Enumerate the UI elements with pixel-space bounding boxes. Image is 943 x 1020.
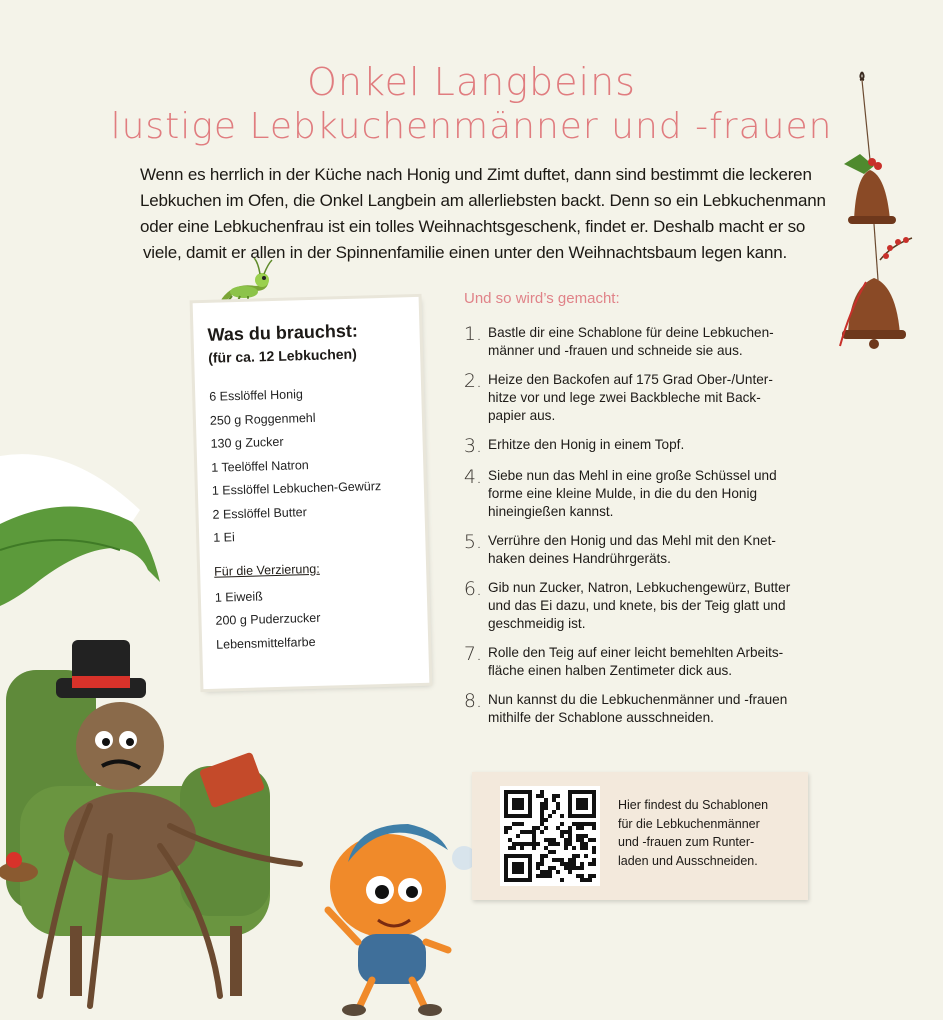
step-item [458, 436, 818, 456]
step-text-line: Siebe nun das Mehl in eine große Schüssel und [488, 468, 777, 483]
spider-in-armchair-illustration [0, 636, 310, 1020]
qr-code-icon [504, 790, 596, 882]
step-text-line: Gib nun Zucker, Natron, Lebkuchengewürz, Butter [488, 580, 791, 595]
step-number: 3. [463, 435, 483, 457]
step-number: 7. [463, 643, 483, 665]
step-text-line: hitze vor und lege zwei Backbleche mit Back- [488, 390, 761, 405]
ingredient-item: 1 Esslöffel Lebkuchen-Gewürz [211, 479, 382, 498]
qr-code-box [472, 772, 808, 900]
step-item [458, 324, 818, 360]
step-item [458, 579, 818, 633]
qr-description [618, 796, 768, 870]
ingredient-item: 130 g Zucker [210, 434, 284, 451]
step-item [458, 532, 818, 568]
steps-heading: Und so wird’s gemacht: [464, 290, 620, 307]
qr-description-line: laden und Ausschneiden. [618, 853, 758, 868]
ingredient-item: 2 Esslöffel Butter [212, 504, 307, 522]
ingredients-card [193, 297, 430, 689]
step-number: 5. [463, 531, 483, 553]
step-text [488, 324, 774, 360]
little-orange-spider-illustration [318, 810, 478, 1020]
step-text-line: forme eine kleine Mulde, in die du den Honig [488, 486, 758, 501]
intro-paragraph [140, 162, 826, 266]
step-text-line: männer und -frauen und schneide sie aus. [488, 343, 743, 358]
page-title-line-2: lustige Lebkuchenmänner und -frauen [110, 106, 833, 147]
step-number: 8. [463, 690, 483, 712]
step-text [488, 436, 684, 456]
step-text-line: hineingießen kannst. [488, 504, 614, 519]
step-text [488, 579, 790, 633]
step-text-line: geschmeidig ist. [488, 616, 586, 631]
decoration-item: 1 Eiweiß [214, 588, 263, 605]
step-text-line: haken deines Handrührgeräts. [488, 551, 671, 566]
step-text-line: Heize den Backofen auf 175 Grad Ober-/Unter- [488, 372, 773, 387]
step-text-line: fläche einen halben Zentimeter dick aus. [488, 663, 733, 678]
step-text-line: Verrühre den Honig und das Mehl mit den Knet- [488, 533, 776, 548]
step-number: 2. [463, 370, 483, 392]
step-text-line: und das Ei dazu, und knete, bis der Teig glatt und [488, 598, 786, 613]
step-item [458, 644, 818, 680]
ingredient-item: 250 g Roggenmehl [209, 410, 316, 428]
step-item [458, 467, 818, 521]
qr-description-line: Hier findest du Schablonen [618, 798, 769, 812]
step-number: 6. [463, 578, 483, 600]
qr-description-line: für die Lebkuchenmänner [618, 816, 760, 831]
step-text [488, 644, 783, 680]
step-text-line: papier aus. [488, 408, 556, 423]
ingredients-heading: Was du brauchst: [207, 320, 359, 345]
ingredient-item: 1 Teelöffel Natron [211, 457, 309, 475]
leaf-umbrella-illustration [0, 450, 165, 610]
step-item [458, 691, 818, 727]
step-text-line: Bastle dir eine Schablone für deine Lebkuchen- [488, 325, 774, 340]
step-text-line: Nun kannst du die Lebkuchenmänner und -frauen [488, 692, 788, 707]
step-number: 4. [463, 466, 483, 488]
step-text [488, 691, 787, 727]
intro-line: oder eine Lebkuchenfrau ist ein tolles Weihnachtsgeschenk, findet er. Deshalb macht er so [140, 217, 806, 236]
ingredients-list [209, 380, 412, 550]
intro-line: Lebkuchen im Ofen, die Onkel Langbein am allerliebsten backt. Denn so ein Lebkuchenmann [140, 191, 826, 210]
qr-description-line: und -frauen zum Runter- [618, 835, 755, 849]
intro-line: viele, damit er allen in der Spinnenfamilie einen unter den Weihnachtsbaum legen kann. [142, 243, 787, 262]
step-text-line: mithilfe der Schablone ausschneiden. [488, 710, 714, 725]
step-item [458, 371, 818, 425]
ingredient-item: 6 Esslöffel Honig [209, 387, 304, 404]
intro-line: Wenn es herrlich in der Küche nach Honig und Zimt duftet, dann sind bestimmt die leckeren [140, 165, 812, 184]
step-text [488, 532, 776, 568]
ingredients-subheading: (für ca. 12 Lebkuchen) [207, 345, 357, 366]
qr-code[interactable] [500, 786, 600, 886]
ingredient-item: 1 Ei [213, 530, 235, 545]
step-text-line: Erhitze den Honig in einem Topf. [488, 437, 685, 452]
step-text [488, 467, 777, 521]
decoration-heading: Für die Verzierung: [213, 561, 320, 579]
step-number: 1. [463, 323, 483, 345]
step-text-line: Rolle den Teig auf einer leicht bemehlten Arbeits- [488, 645, 784, 660]
page-title-line-1: Onkel Langbeins [307, 60, 636, 104]
decoration-item: 200 g Puderzucker [215, 610, 321, 628]
step-text [488, 371, 773, 425]
decoration-item: Lebensmittelfarbe [215, 634, 316, 652]
steps-list [458, 324, 818, 738]
christmas-bells-illustration [830, 70, 925, 360]
